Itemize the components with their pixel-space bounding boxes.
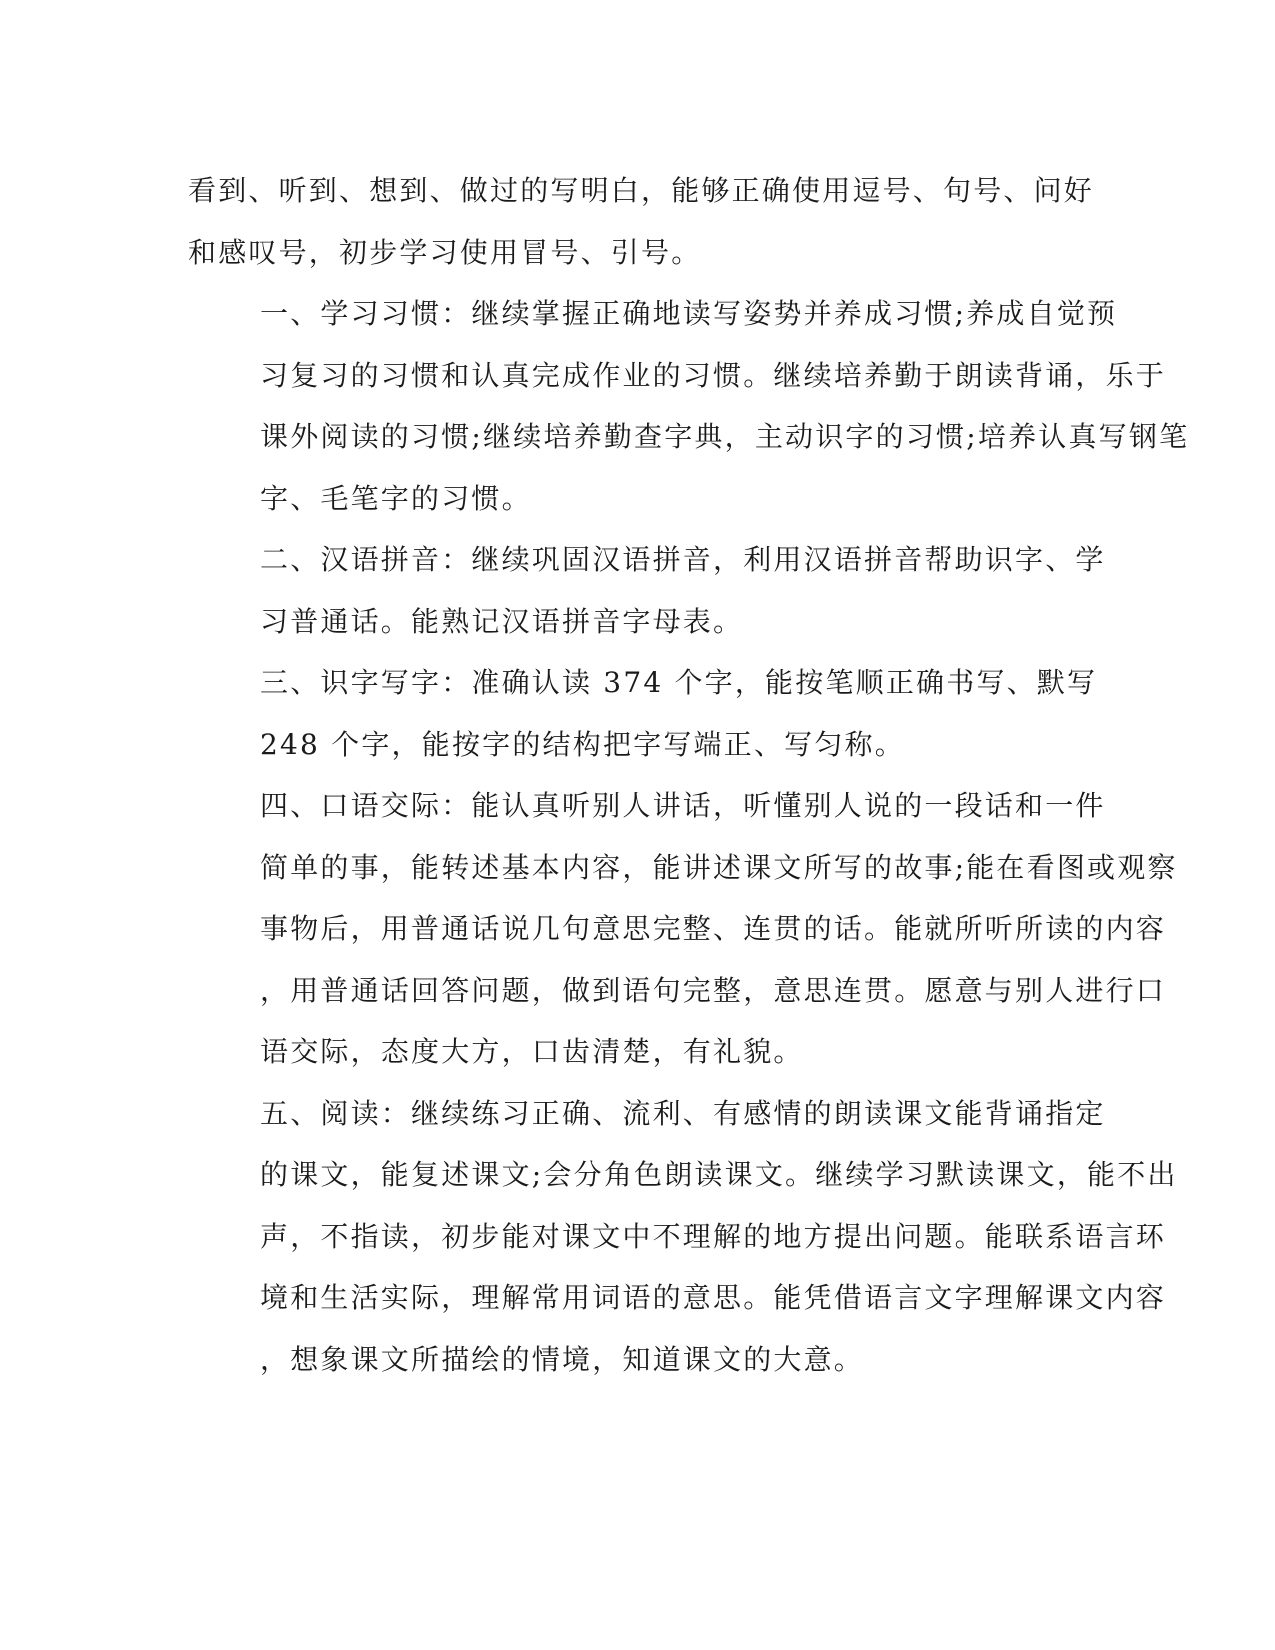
paragraph-study-habits (188, 283, 1190, 529)
paragraph-writing-continuation (188, 160, 1095, 283)
document-body (188, 160, 1190, 1390)
paragraph-pinyin (188, 529, 1106, 652)
text-line: 和感叹号，初步学习使用冒号、引号。 (188, 235, 702, 269)
text-line: 简单的事，能转述基本内容，能讲述课文所写的故事;能在看图或观察 (260, 850, 1178, 884)
paragraph-character-writing (188, 652, 1098, 775)
text-line: 一、学习习惯：继续掌握正确地读写姿势并养成习惯;养成自觉预 (260, 297, 1118, 330)
paragraph-oral-communication (188, 775, 1178, 1083)
text-line: 五、阅读：继续练习正确、流利、有感情的朗读课文能背诵指定 (260, 1096, 1106, 1130)
text-line: 境和生活实际，理解常用词语的意思。能凭借语言文字理解课文内容 (260, 1281, 1167, 1314)
text-line: 四、口语交际：能认真听别人讲话，听懂别人说的一段话和一件 (260, 789, 1106, 822)
text-line: 语交际，态度大方，口齿清楚，有礼貌。 (260, 1035, 804, 1068)
paragraph-reading (188, 1083, 1178, 1391)
text-line: 事物后，用普通话说几句意思完整、连贯的话。能就所听所读的内容 (260, 912, 1167, 945)
text-line: 声，不指读，初步能对课文中不理解的地方提出问题。能联系语言环 (260, 1219, 1167, 1253)
text-line: 习复习的习惯和认真完成作业的习惯。继续培养勤于朗读背诵，乐于 (260, 358, 1167, 392)
text-line: 课外阅读的习惯;继续培养勤查字典，主动识字的习惯;培养认真写钢笔 (260, 420, 1190, 453)
text-line: 248 个字，能按字的结构把字写端正、写匀称。 (260, 727, 905, 761)
text-line: 三、识字写字：准确认读 374 个字，能按笔顺正确书写、默写 (260, 666, 1098, 699)
text-line: 二、汉语拼音：继续巩固汉语拼音，利用汉语拼音帮助识字、学 (260, 543, 1106, 576)
text-line: ，用普通话回答问题，做到语句完整，意思连贯。愿意与别人进行口 (260, 973, 1167, 1007)
text-line: 的课文，能复述课文;会分角色朗读课文。继续学习默读课文，能不出 (260, 1158, 1178, 1191)
text-line: ，想象课文所描绘的情境，知道课文的大意。 (260, 1342, 865, 1376)
text-line: 习普通话。能熟记汉语拼音字母表。 (260, 604, 744, 638)
text-line: 看到、听到、想到、做过的写明白，能够正确使用逗号、句号、问好 (188, 174, 1095, 207)
text-line: 字、毛笔字的习惯。 (260, 481, 532, 515)
